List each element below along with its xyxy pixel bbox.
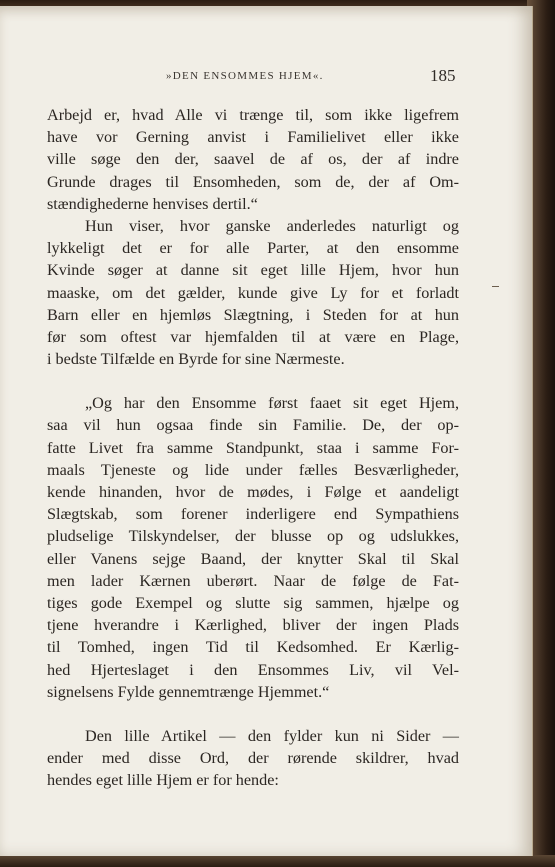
text-block (47, 104, 459, 791)
paragraph-4 (47, 725, 459, 792)
text-line: tiges gode Exempel og slutte sig sammen, hjælpe og (47, 593, 459, 612)
text-line: fatte Livet fra samme Standpunkt, staa i samme For- (47, 438, 459, 457)
text-line: tjene hverandre i Kærlighed, bliver der ingen Plads (47, 616, 459, 635)
text-line: Grunde drages til Ensomheden, som de, der af Om- (47, 172, 459, 191)
text-line: Den lille Artikel — den fylder kun ni Sider — (85, 726, 459, 745)
text-line: før som oftest var hjemfalden til at være en Plage, (47, 327, 459, 346)
text-line: i bedste Tilfælde en Byrde for sine Nærmeste. (47, 350, 345, 369)
paragraph-gap (47, 370, 459, 392)
running-title: »DEN ENSOMMES HJEM«. (166, 70, 324, 82)
paragraph-2 (47, 215, 459, 370)
text-line: Arbejd er, hvad Alle vi trænge til, som ikke ligefrem (47, 106, 459, 124)
text-line: stændighederne henvises dertil.“ (47, 194, 258, 213)
text-line: til Tomhed, ingen Tid til Kedsomhed. Er Kærlig- (47, 638, 459, 657)
text-line: saa vil hun ogsaa finde sin Familie. De, der op- (47, 416, 459, 435)
text-line: men lader Kærnen uberørt. Naar de følge de Fat- (47, 571, 459, 590)
text-line: Barn eller en hjemløs Slægtning, i Steden for at hun (47, 305, 459, 324)
text-line: maaske, om det gælder, kunde give Ly for et forladt (47, 283, 459, 302)
book-page (0, 6, 533, 856)
text-line: Kvinde søger at danne sit eget lille Hjem, hvor hun (47, 261, 459, 280)
text-line: signelsens Fylde gennemtrænge Hjemmet.“ (47, 682, 330, 701)
margin-mark (492, 286, 499, 287)
text-line: hed Hjerteslaget i den Ensommes Liv, vil Vel- (47, 660, 459, 679)
text-line: hendes eget lille Hjem er for hende: (47, 771, 279, 790)
text-line: maals Tjeneste og lide under fælles Besværligheder, (47, 460, 459, 479)
text-line: „Og har den Ensomme først faaet sit eget Hjem, (85, 394, 459, 413)
text-line: ender med disse Ord, der rørende skildrer, hvad (47, 749, 459, 768)
book-edge-bottom (0, 855, 555, 867)
running-head (0, 66, 532, 90)
page-number: 185 (430, 66, 456, 85)
text-line: ville søge den der, saavel de af os, der af indre (47, 150, 459, 169)
paragraph-gap (47, 703, 459, 725)
text-line: Slægtskab, som forener inderligere end Sympathiens (47, 505, 459, 524)
text-line: Hun viser, hvor ganske anderledes naturligt og (85, 216, 459, 235)
text-line: lykkeligt det er for alle Parter, at den ensomme (47, 239, 459, 258)
text-line: kende hinanden, hvor de mødes, i Følge et aandeligt (47, 483, 459, 501)
text-line: pludselige Tilskyndelser, der blusse op og udslukkes, (47, 527, 459, 546)
text-line: have vor Gerning anvist i Familielivet eller ikke (47, 128, 459, 147)
paragraph-1 (47, 104, 459, 215)
paragraph-3 (47, 392, 459, 703)
text-line: eller Vanens sejge Baand, der knytter Skal til Skal (47, 549, 459, 568)
